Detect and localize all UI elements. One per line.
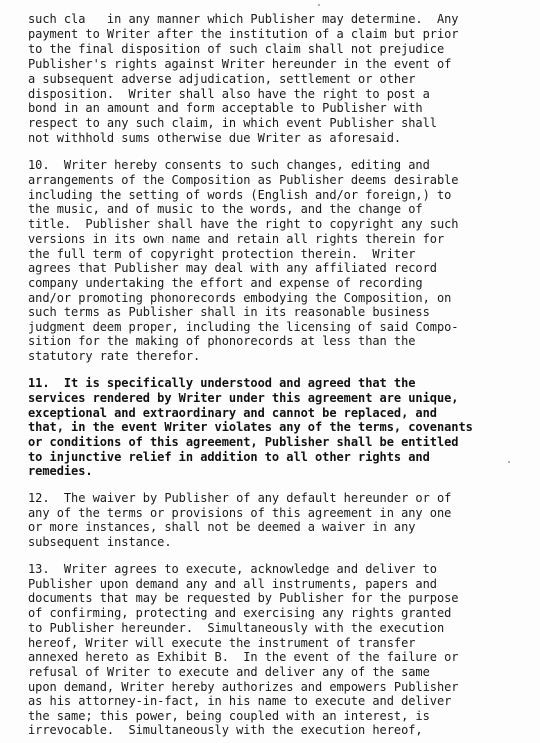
text-line: payment to Writer after the institution of a claim but prior bbox=[28, 27, 459, 41]
scan-speck bbox=[508, 461, 510, 463]
text-line: irrevocable. Simultaneously with the execution hereof, bbox=[28, 723, 423, 737]
text-line: Publisher upon demand any and all instruments, papers and bbox=[28, 577, 437, 591]
text-line: respect to any such claim, in which event Publisher shall bbox=[28, 116, 437, 130]
text-line: title. Publisher shall have the right to copyright any such bbox=[28, 217, 459, 231]
text-line: to the final disposition of such claim shall not prejudice bbox=[28, 42, 445, 56]
text-line: subsequent instance. bbox=[28, 535, 172, 549]
text-line: a subsequent adverse adjudication, settlement or other bbox=[28, 72, 416, 86]
text-line: as his attorney-in-fact, in his name to execute and deliver bbox=[28, 694, 452, 708]
text-line: or more instances, shall not be deemed a waiver in any bbox=[28, 520, 416, 534]
text-line: services rendered by Writer under this agreement are unique, bbox=[28, 391, 459, 405]
text-line: upon demand, Writer hereby authorizes and empowers Publisher bbox=[28, 680, 459, 694]
text-line: to Publisher hereunder. Simultaneously with the execution bbox=[28, 621, 445, 635]
text-line: statutory rate therefor. bbox=[28, 349, 201, 363]
text-line: that, in the event Writer violates any of the terms, covenants bbox=[28, 420, 473, 434]
text-line: or conditions of this agreement, Publisher shall be entitled bbox=[28, 435, 459, 449]
text-line: judgment deem proper, including the licensing of said Compo- bbox=[28, 320, 459, 334]
paragraph-10-line: 10. Writer hereby consents to such changes, editing and bbox=[28, 158, 430, 172]
text-line: of confirming, protecting and exercising any rights granted bbox=[28, 606, 452, 620]
text-line: the same; this power, being coupled with an interest, is bbox=[28, 709, 430, 723]
text-line: Publisher's rights against Writer hereunder in the event of bbox=[28, 57, 452, 71]
text-line: bond in an amount and form acceptable to Publisher with bbox=[28, 101, 423, 115]
text-line: any of the terms or provisions of this agreement in any one bbox=[28, 506, 452, 520]
text-line: disposition. Writer shall also have the right to post a bbox=[28, 87, 430, 101]
paragraph-12-line: 12. The waiver by Publisher of any default hereunder or of bbox=[28, 491, 452, 505]
text-line: hereof, Writer will execute the instrument of transfer bbox=[28, 636, 416, 650]
scan-speck bbox=[318, 4, 320, 6]
text-line: agrees that Publisher may deal with any affiliated record bbox=[28, 261, 437, 275]
text-line: and/or promoting phonorecords embodying the Composition, on bbox=[28, 291, 452, 305]
text-line: exceptional and extraordinary and cannot be replaced, and bbox=[28, 406, 437, 420]
text-line: versions in its own name and retain all rights therein for bbox=[28, 232, 445, 246]
text-line: sition for the making of phonorecords at less than the bbox=[28, 334, 416, 348]
text-line: such terms as Publisher shall in its reasonable business bbox=[28, 305, 430, 319]
text-line: not withhold sums otherwise due Writer as aforesaid. bbox=[28, 131, 402, 145]
text-line: the full term of copyright protection therein. Writer bbox=[28, 247, 416, 261]
text-line: to injunctive relief in addition to all other rights and bbox=[28, 450, 430, 464]
text-line: company undertaking the effort and expense of recording bbox=[28, 276, 423, 290]
paragraph-11-line: 11. It is specifically understood and agreed that the bbox=[28, 376, 416, 390]
text-line: refusal of Writer to execute and deliver any of the same bbox=[28, 665, 430, 679]
text-line: such cla in any manner which Publisher may determine. Any bbox=[28, 12, 459, 26]
text-line: arrangements of the Composition as Publisher deems desirable bbox=[28, 173, 459, 187]
text-line: annexed hereto as Exhibit B. In the event of the failure or bbox=[28, 650, 459, 664]
text-line: remedies. bbox=[28, 464, 93, 478]
text-line: documents that may be requested by Publisher for the purpose bbox=[28, 591, 459, 605]
text-line: the music, and of music to the words, and the change of bbox=[28, 202, 423, 216]
paragraph-13-line: 13. Writer agrees to execute, acknowledge and deliver to bbox=[28, 562, 437, 576]
text-line: including the setting of words (English and/or foreign,) to bbox=[28, 188, 452, 202]
